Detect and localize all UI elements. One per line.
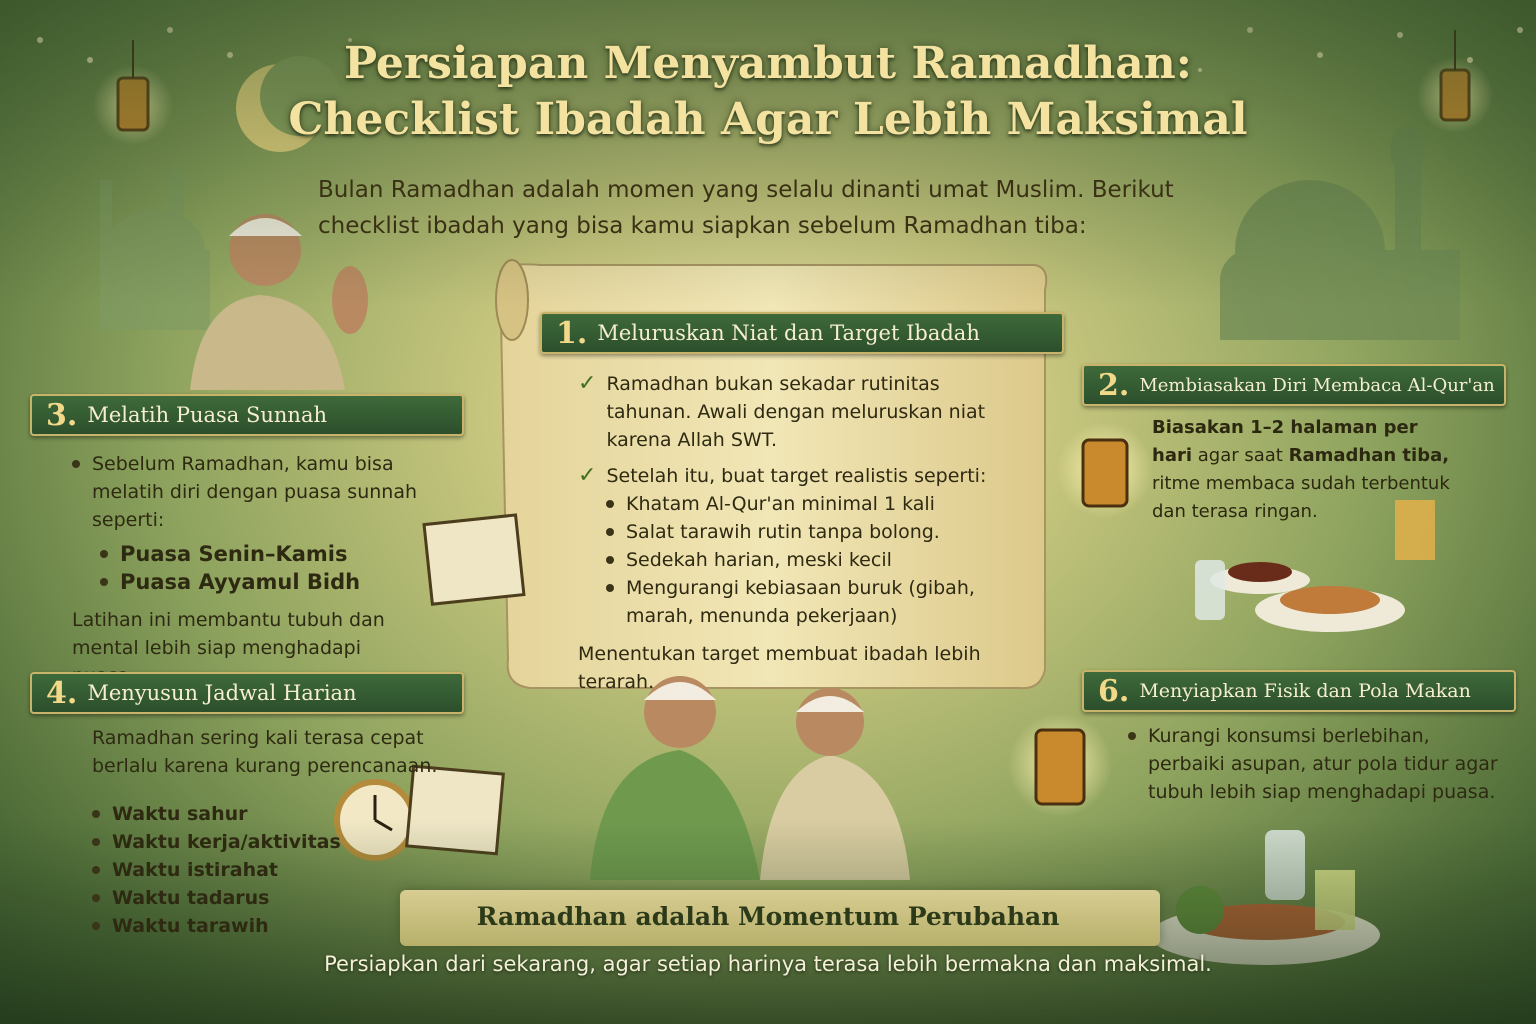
section2-bold2: Ramadhan tiba, xyxy=(1288,445,1450,466)
list-item: Waktu tarawih xyxy=(92,912,472,940)
section2-part3: ritme membaca sudah terbentuk dan terasa ringan. xyxy=(1152,473,1450,522)
intro-text: Bulan Ramadhan adalah momen yang selalu dinanti umat Muslim. Berikut checklist ibadah yang bisa kamu siapkan sebelum Ramadhan tiba: xyxy=(318,177,1174,239)
section6-number: 6. xyxy=(1098,673,1130,709)
section3-intro-row xyxy=(72,450,432,534)
bullet-icon xyxy=(1128,732,1136,740)
list-item: Puasa Ayyamul Bidh xyxy=(100,568,432,596)
closing-title: Ramadhan adalah Momentum Perubahan xyxy=(476,902,1060,931)
section4-intro: Ramadhan sering kali terasa cepat berlalu karena kurang perencanaan. xyxy=(92,727,438,777)
list-item: Waktu istirahat xyxy=(92,856,472,884)
section6-banner xyxy=(1082,670,1516,712)
section3-banner xyxy=(30,394,464,436)
section1-check1 xyxy=(578,370,1023,454)
checkmark-icon: ✓ xyxy=(578,371,597,396)
section1-check2-text: Setelah itu, buat target realistis seperti: xyxy=(606,465,987,487)
section2-part2: agar saat xyxy=(1197,445,1283,466)
section1-banner xyxy=(540,312,1064,354)
closing-subtitle: Persiapkan dari sekarang, agar setiap harinya terasa lebih bermakna dan maksimal. xyxy=(324,952,1212,976)
bullet-icon xyxy=(92,810,100,818)
bullet-icon xyxy=(92,894,100,902)
section4-number: 4. xyxy=(46,675,78,711)
section6-text: Kurangi konsumsi berlebihan, perbaiki asupan, atur pola tidur agar tubuh lebih siap menghadapi puasa. xyxy=(1148,725,1498,803)
page-title-line2: Checklist Ibadah Agar Lebih Maksimal xyxy=(288,94,1248,145)
list-item: Waktu kerja/aktivitas xyxy=(92,828,472,856)
section1-number: 1. xyxy=(556,315,588,351)
section3-intro: Sebelum Ramadhan, kamu bisa melatih diri dengan puasa sunnah seperti: xyxy=(92,453,418,531)
section1-title: Meluruskan Niat dan Target Ibadah xyxy=(597,321,980,345)
bullet-icon xyxy=(100,550,108,558)
list-item: Waktu tadarus xyxy=(92,884,472,912)
bullet-icon xyxy=(92,866,100,874)
section6-row xyxy=(1128,722,1498,806)
list-item: Puasa Senin–Kamis xyxy=(100,540,432,568)
section3-number: 3. xyxy=(46,397,78,433)
section2-number: 2. xyxy=(1098,367,1130,403)
bullet-icon xyxy=(606,528,614,536)
checkmark-icon: ✓ xyxy=(578,463,597,488)
section2-title: Membiasakan Diri Membaca Al-Qur'an xyxy=(1139,374,1495,396)
section6-title: Menyiapkan Fisik dan Pola Makan xyxy=(1139,680,1471,702)
bullet-icon xyxy=(606,500,614,508)
section1-check1-text: Ramadhan bukan sekadar rutinitas tahunan. Awali dengan meluruskan niat karena Allah SWT. xyxy=(606,373,986,451)
bullet-icon xyxy=(92,838,100,846)
bullet-icon xyxy=(606,584,614,592)
section1-body xyxy=(578,370,1023,696)
section1-footer: Menentukan target membuat ibadah lebih terarah. xyxy=(578,643,981,693)
section2-banner xyxy=(1082,364,1506,406)
list-item: Sedekah harian, meski kecil xyxy=(606,546,1023,574)
list-item: Salat tarawih rutin tanpa bolong. xyxy=(606,518,1023,546)
section6-body xyxy=(1128,722,1498,806)
bullet-icon xyxy=(100,578,108,586)
list-item: Mengurangi kebiasaan buruk (gibah, marah, menunda pekerjaan) xyxy=(606,574,1023,630)
section2-bold1: Biasakan 1–2 halaman per hari xyxy=(1152,417,1418,466)
section3-title: Melatih Puasa Sunnah xyxy=(87,403,328,427)
bullet-icon xyxy=(72,460,80,468)
section3-footer: Latihan ini membantu tubuh dan mental lebih siap menghadapi xyxy=(72,609,385,659)
section1-check2 xyxy=(578,462,1023,490)
bullet-icon xyxy=(606,556,614,564)
section3-body xyxy=(72,450,432,690)
section2-body xyxy=(1152,414,1452,526)
section4-banner xyxy=(30,672,464,714)
list-item: Khatam Al-Qur'an minimal 1 kali xyxy=(606,490,1023,518)
list-item: Waktu sahur xyxy=(92,800,472,828)
page-title-line1: Persiapan Menyambut Ramadhan: xyxy=(343,38,1193,89)
section4-title: Menyusun Jadwal Harian xyxy=(87,681,357,705)
